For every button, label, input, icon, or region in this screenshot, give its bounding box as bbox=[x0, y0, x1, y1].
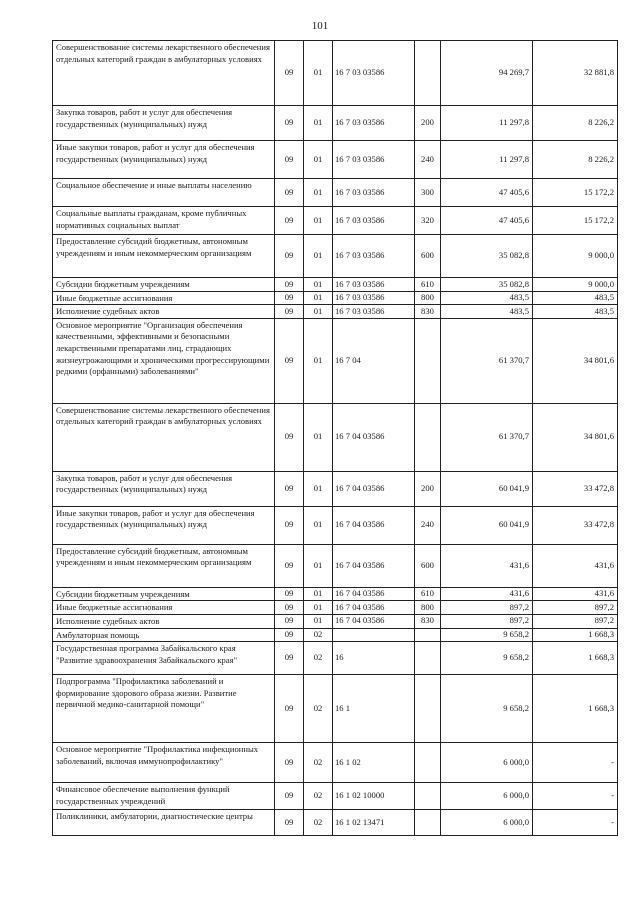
row-target-article: 16 bbox=[333, 642, 415, 675]
row-section: 09 bbox=[275, 235, 304, 278]
row-amount-2: 8 226,2 bbox=[533, 141, 618, 179]
table-row bbox=[53, 41, 618, 106]
row-section: 09 bbox=[275, 106, 304, 141]
row-amount-1: 431,6 bbox=[441, 544, 533, 587]
table-row bbox=[53, 601, 618, 615]
row-section: 09 bbox=[275, 179, 304, 207]
row-target-article: 16 7 03 03586 bbox=[333, 235, 415, 278]
row-amount-2: 34 801,6 bbox=[533, 318, 618, 403]
row-name: Иные закупки товаров, работ и услуг для обеспечения государственных (муниципальных) нужд bbox=[53, 506, 275, 544]
row-expense-type bbox=[415, 318, 441, 403]
row-amount-2: 483,5 bbox=[533, 291, 618, 305]
row-subsection: 01 bbox=[304, 235, 333, 278]
table-row bbox=[53, 291, 618, 305]
row-target-article: 16 7 03 03586 bbox=[333, 291, 415, 305]
row-target-article: 16 7 03 03586 bbox=[333, 179, 415, 207]
row-section: 09 bbox=[275, 587, 304, 601]
row-target-article: 16 7 03 03586 bbox=[333, 106, 415, 141]
row-target-article: 16 7 04 03586 bbox=[333, 614, 415, 628]
row-amount-2: 1 668,3 bbox=[533, 642, 618, 675]
row-target-article: 16 7 04 03586 bbox=[333, 601, 415, 615]
table-row bbox=[53, 179, 618, 207]
row-target-article: 16 7 03 03586 bbox=[333, 207, 415, 235]
row-amount-2: - bbox=[533, 743, 618, 783]
row-section: 09 bbox=[275, 141, 304, 179]
row-section: 09 bbox=[275, 544, 304, 587]
row-expense-type: 830 bbox=[415, 305, 441, 319]
row-amount-2: 431,6 bbox=[533, 544, 618, 587]
row-subsection: 01 bbox=[304, 278, 333, 292]
row-amount-1: 897,2 bbox=[441, 601, 533, 615]
row-name: Иные бюджетные ассигнования bbox=[53, 291, 275, 305]
row-subsection: 02 bbox=[304, 642, 333, 675]
row-amount-1: 47 405,6 bbox=[441, 179, 533, 207]
row-amount-2: 15 172,2 bbox=[533, 207, 618, 235]
row-name: Предоставление субсидий бюджетным, автономным учреждениям и иным некоммерческим организациям bbox=[53, 235, 275, 278]
row-target-article: 16 7 04 03586 bbox=[333, 403, 415, 471]
row-amount-1: 11 297,8 bbox=[441, 141, 533, 179]
row-expense-type: 300 bbox=[415, 179, 441, 207]
row-expense-type: 320 bbox=[415, 207, 441, 235]
row-target-article: 16 7 04 bbox=[333, 318, 415, 403]
table-row bbox=[53, 141, 618, 179]
row-subsection: 02 bbox=[304, 783, 333, 810]
row-expense-type bbox=[415, 41, 441, 106]
row-amount-1: 61 370,7 bbox=[441, 403, 533, 471]
table-row bbox=[53, 743, 618, 783]
row-expense-type bbox=[415, 642, 441, 675]
table-row bbox=[53, 235, 618, 278]
row-target-article: 16 1 02 bbox=[333, 743, 415, 783]
row-amount-2: 33 472,8 bbox=[533, 506, 618, 544]
row-expense-type bbox=[415, 810, 441, 836]
row-amount-1: 35 082,8 bbox=[441, 278, 533, 292]
row-expense-type: 600 bbox=[415, 235, 441, 278]
table-row bbox=[53, 403, 618, 471]
row-name: Закупка товаров, работ и услуг для обеспечения государственных (муниципальных) нужд bbox=[53, 106, 275, 141]
row-expense-type bbox=[415, 628, 441, 642]
row-amount-2: 897,2 bbox=[533, 614, 618, 628]
row-subsection: 02 bbox=[304, 810, 333, 836]
row-section: 09 bbox=[275, 41, 304, 106]
row-amount-2: 9 000,0 bbox=[533, 278, 618, 292]
row-expense-type: 600 bbox=[415, 544, 441, 587]
row-subsection: 01 bbox=[304, 506, 333, 544]
row-target-article: 16 1 02 13471 bbox=[333, 810, 415, 836]
row-name: Основное мероприятие "Профилактика инфекционных заболеваний, включая иммунопрофилактику" bbox=[53, 743, 275, 783]
row-amount-2: 897,2 bbox=[533, 601, 618, 615]
row-amount-2: 8 226,2 bbox=[533, 106, 618, 141]
row-amount-2: 9 000,0 bbox=[533, 235, 618, 278]
row-subsection: 01 bbox=[304, 318, 333, 403]
row-target-article: 16 1 02 10000 bbox=[333, 783, 415, 810]
row-name: Поликлиники, амбулатории, диагностические центры bbox=[53, 810, 275, 836]
row-name: Социальное обеспечение и иные выплаты населению bbox=[53, 179, 275, 207]
row-section: 09 bbox=[275, 783, 304, 810]
row-subsection: 01 bbox=[304, 544, 333, 587]
row-section: 09 bbox=[275, 291, 304, 305]
row-expense-type bbox=[415, 743, 441, 783]
row-amount-1: 6 000,0 bbox=[441, 783, 533, 810]
table-row bbox=[53, 675, 618, 743]
row-target-article bbox=[333, 628, 415, 642]
row-amount-2: 431,6 bbox=[533, 587, 618, 601]
table-row bbox=[53, 544, 618, 587]
row-name: Исполнение судебных актов bbox=[53, 614, 275, 628]
row-expense-type bbox=[415, 783, 441, 810]
row-amount-1: 61 370,7 bbox=[441, 318, 533, 403]
table-row bbox=[53, 783, 618, 810]
row-amount-2: - bbox=[533, 810, 618, 836]
row-amount-1: 431,6 bbox=[441, 587, 533, 601]
row-expense-type: 610 bbox=[415, 587, 441, 601]
row-section: 09 bbox=[275, 506, 304, 544]
table-row bbox=[53, 642, 618, 675]
row-expense-type: 800 bbox=[415, 291, 441, 305]
row-amount-1: 9 658,2 bbox=[441, 642, 533, 675]
row-subsection: 01 bbox=[304, 207, 333, 235]
row-subsection: 01 bbox=[304, 601, 333, 615]
row-expense-type: 240 bbox=[415, 506, 441, 544]
row-amount-2: 483,5 bbox=[533, 305, 618, 319]
table-row bbox=[53, 614, 618, 628]
row-subsection: 01 bbox=[304, 471, 333, 506]
row-amount-1: 9 658,2 bbox=[441, 628, 533, 642]
row-name: Основное мероприятие "Организация обеспечения качественными, эффективными и безопасными лекарственными препаратами лиц, страдающих жизнеугрожающими и хроническими прогрессирующими редкими (орфанными) заболеваниями" bbox=[53, 318, 275, 403]
row-name: Совершенствование системы лекарственного обеспечения отдельных категорий граждан в амбулаторных условиях bbox=[53, 41, 275, 106]
table-row bbox=[53, 628, 618, 642]
row-name: Закупка товаров, работ и услуг для обеспечения государственных (муниципальных) нужд bbox=[53, 471, 275, 506]
row-amount-2: 1 668,3 bbox=[533, 675, 618, 743]
row-subsection: 01 bbox=[304, 106, 333, 141]
row-target-article: 16 7 04 03586 bbox=[333, 506, 415, 544]
row-section: 09 bbox=[275, 628, 304, 642]
row-subsection: 01 bbox=[304, 403, 333, 471]
row-target-article: 16 7 03 03586 bbox=[333, 305, 415, 319]
row-target-article: 16 7 04 03586 bbox=[333, 587, 415, 601]
row-section: 09 bbox=[275, 403, 304, 471]
row-name: Государственная программа Забайкальского края "Развитие здравоохранения Забайкальского края" bbox=[53, 642, 275, 675]
row-section: 09 bbox=[275, 305, 304, 319]
row-expense-type: 240 bbox=[415, 141, 441, 179]
row-amount-1: 6 000,0 bbox=[441, 810, 533, 836]
row-expense-type: 800 bbox=[415, 601, 441, 615]
row-section: 09 bbox=[275, 642, 304, 675]
row-subsection: 01 bbox=[304, 41, 333, 106]
row-name: Субсидии бюджетным учреждениям bbox=[53, 587, 275, 601]
row-expense-type: 200 bbox=[415, 106, 441, 141]
row-amount-1: 897,2 bbox=[441, 614, 533, 628]
row-amount-2: 34 801,6 bbox=[533, 403, 618, 471]
page-number: 101 bbox=[311, 20, 329, 32]
row-subsection: 01 bbox=[304, 141, 333, 179]
row-expense-type: 830 bbox=[415, 614, 441, 628]
table-row bbox=[53, 471, 618, 506]
row-name: Субсидии бюджетным учреждениям bbox=[53, 278, 275, 292]
row-section: 09 bbox=[275, 318, 304, 403]
row-amount-2: 33 472,8 bbox=[533, 471, 618, 506]
row-section: 09 bbox=[275, 614, 304, 628]
row-name: Исполнение судебных актов bbox=[53, 305, 275, 319]
row-amount-1: 6 000,0 bbox=[441, 743, 533, 783]
row-amount-1: 483,5 bbox=[441, 305, 533, 319]
row-amount-1: 9 658,2 bbox=[441, 675, 533, 743]
row-name: Социальные выплаты гражданам, кроме публичных нормативных социальных выплат bbox=[53, 207, 275, 235]
row-amount-2: 32 881,8 bbox=[533, 41, 618, 106]
row-section: 09 bbox=[275, 601, 304, 615]
row-section: 09 bbox=[275, 675, 304, 743]
row-expense-type bbox=[415, 675, 441, 743]
row-amount-2: - bbox=[533, 783, 618, 810]
row-amount-2: 15 172,2 bbox=[533, 179, 618, 207]
row-subsection: 02 bbox=[304, 675, 333, 743]
row-name: Предоставление субсидий бюджетным, автономным учреждениям и иным некоммерческим организациям bbox=[53, 544, 275, 587]
row-target-article: 16 7 03 03586 bbox=[333, 141, 415, 179]
row-target-article: 16 1 bbox=[333, 675, 415, 743]
row-target-article: 16 7 03 03586 bbox=[333, 278, 415, 292]
row-section: 09 bbox=[275, 207, 304, 235]
row-subsection: 01 bbox=[304, 291, 333, 305]
row-amount-1: 483,5 bbox=[441, 291, 533, 305]
row-amount-1: 11 297,8 bbox=[441, 106, 533, 141]
row-amount-1: 60 041,9 bbox=[441, 471, 533, 506]
row-amount-1: 35 082,8 bbox=[441, 235, 533, 278]
row-subsection: 01 bbox=[304, 587, 333, 601]
row-subsection: 02 bbox=[304, 743, 333, 783]
row-expense-type: 200 bbox=[415, 471, 441, 506]
table-row bbox=[53, 305, 618, 319]
row-section: 09 bbox=[275, 471, 304, 506]
row-amount-2: 1 668,3 bbox=[533, 628, 618, 642]
table-row bbox=[53, 506, 618, 544]
table-row bbox=[53, 278, 618, 292]
row-amount-1: 60 041,9 bbox=[441, 506, 533, 544]
row-expense-type: 610 bbox=[415, 278, 441, 292]
row-expense-type bbox=[415, 403, 441, 471]
row-section: 09 bbox=[275, 743, 304, 783]
row-name: Совершенствование системы лекарственного обеспечения отдельных категорий граждан в амбулаторных условиях bbox=[53, 403, 275, 471]
row-subsection: 02 bbox=[304, 628, 333, 642]
row-subsection: 01 bbox=[304, 614, 333, 628]
row-target-article: 16 7 04 03586 bbox=[333, 471, 415, 506]
row-amount-1: 94 269,7 bbox=[441, 41, 533, 106]
row-target-article: 16 7 03 03586 bbox=[333, 41, 415, 106]
row-target-article: 16 7 04 03586 bbox=[333, 544, 415, 587]
row-subsection: 01 bbox=[304, 179, 333, 207]
row-name: Иные закупки товаров, работ и услуг для обеспечения государственных (муниципальных) нужд bbox=[53, 141, 275, 179]
table-row bbox=[53, 318, 618, 403]
row-name: Подпрограмма "Профилактика заболеваний и формирование здорового образа жизни. Развитие первичной медико-санитарной помощи" bbox=[53, 675, 275, 743]
row-section: 09 bbox=[275, 810, 304, 836]
row-section: 09 bbox=[275, 278, 304, 292]
table-row bbox=[53, 106, 618, 141]
table-row bbox=[53, 207, 618, 235]
table-row bbox=[53, 587, 618, 601]
row-name: Амбулаторная помощь bbox=[53, 628, 275, 642]
table-row bbox=[53, 810, 618, 836]
budget-table bbox=[52, 40, 618, 836]
row-subsection: 01 bbox=[304, 305, 333, 319]
row-amount-1: 47 405,6 bbox=[441, 207, 533, 235]
row-name: Иные бюджетные ассигнования bbox=[53, 601, 275, 615]
row-name: Финансовое обеспечение выполнения функций государственных учреждений bbox=[53, 783, 275, 810]
